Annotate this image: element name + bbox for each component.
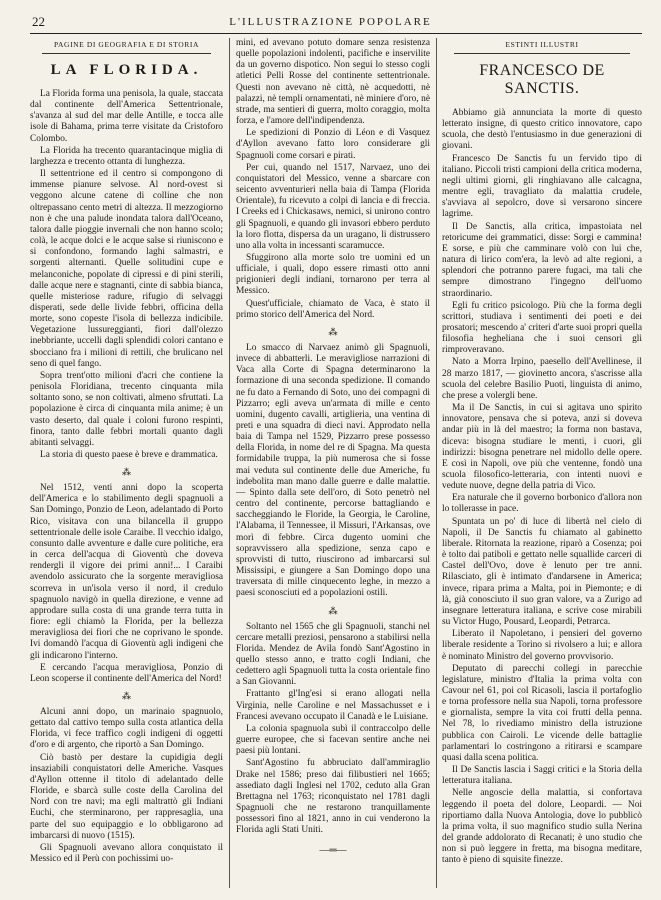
paragraph: E cercando l'acqua meravigliosa, Ponzio di Leon scoperse il continente dell'America del Nord! [30,662,223,684]
end-ornament: —═— [319,845,347,857]
article-title: FRANCESCO DE SANCTIS. [479,62,605,97]
column-divider [436,38,437,888]
paragraph: Deputato di parecchi collegi in parecchie legislature, ministro d'Italia la prima volta con Cavour nel 61, poi col Ricasoli, lascia il portafoglio e torna professore nella sua Napoli, torna professore e giornalista, sempre la vita coi frutti della penna. Nel 78, lo rivediamo ministro della istruzione pubblica con Cairoli. Le vicende delle battaglie parlamentari lo costringono a ritirarsi e scampare quasi dalla scena politica. [442,663,642,763]
paragraph: Il settentrione ed il centro si compongono di immense pianure selvose. Al nord-ovest si veggono alcune catene di colline che non oltrepassano cento metri di altezza. Il mezzogiorno non è che una palude inondata talora dall'Oceano, talora dalle pioggie invernali che non hanno scolo; colà, le acque dolci e le acque salse si riuniscono e si confondono, formando laghi salmastri, e sorgenti alternanti. Quelle solitudini cupe e melanconiche, popolate di cipressi e di pini sterili, dalle acque nere e stagnanti, cinte di sabbia bianca, quelle misteriose radure, rifugio di selvaggi disperati, sede delle livide febbri, officina della morte, sono copeste l'isola di bellezza indicibile. Vegetazione lussureggianti, fiori dall'olezzo inebbriante, uccelli dagli splendidi colori cantano e sbocciano fra i milioni di rettili, che brulicano nel seno di quel fango. [30,169,223,369]
paragraph: Le spedizioni di Ponzio di Léon e di Vasquez d'Ayllon avevano fatto loro considerare gli Spagnuoli come corsari e pirati. [236,128,430,161]
paragraph: Ciò bastò per destare la cupidigia degli insaziabili conquistatori delle Americhe. Vasques d'Ayllon ottenne il titolo di adelantado delle Floride, e sbarcà sulle coste della Carolina del Nord con tre navi; ma egli maltrattò gli Indiani Euchi, che sterminarono, per rappresaglia, una parte del suo equipaggio e lo obbligarono ad imbarcarsi di nuovo (1515). [30,752,223,841]
magazine-title: L'ILLUSTRAZIONE POPOLARE [229,16,432,28]
section-rubric: ESTINTI ILLUSTRI [505,40,579,49]
paragraph: Ma il De Sanctis, in cui si agitava uno spirito innovatore, pensava che si poteva, anzi si doveva andar più in là del maestro; la forma non bastava, diceva: bisogna studiare le menti, i cuori, gli indirizzi: bisogna penetrare nel midollo delle opere. E così in Napoli, ove più che ventenne, fondò una scuola filosofico-letteraria, con intenti nuovi e vedute nuove, degne della patria di Vico. [442,403,642,492]
paragraph: Gli Spagnuoli avevano allora conquistato il Messico ed il Perù con pochissimi uo- [30,842,223,864]
column-florida [30,38,223,888]
rubric-rule [454,53,630,54]
header-rule [30,33,642,34]
paragraph: Nel 1512, venti anni dopo la scoperta dell'America e lo stabilimento degli spagnuoli a San Domingo, Ponzio de Leon, adelantado di Porto Rico, visitava con una bilancella il gruppo settentrionale delle isole Caraibe. Il vecchio idalgo, consunto dalle avventure e dalle cure politiche, era in cerca dell'acqua di Gioventù che doveva rendergli il vigore dei primi anni!... I Caraibi avendolo assicurato che la sorgente meravigliosa scorreva in un'isola verso il nord, il credulo spagnuolo navigò in quella direzione, e venne ad approdare sulla costa di una grande terra tutta in fiore: egli chiamò la Florida, per la bellezza meravigliosa dei fiori che ne coprivano le sponde. Ivi domandò l'acqua di Gioventù agli indigeni che gli indicarono l'interno. [30,483,223,661]
article-title: LA FLORIDA. [50,62,203,78]
paragraph: Sopra trent'otto milioni d'acri che contiene la penisola Floridiana, trecento cinquanta mila soltanto sono, se non coltivati, almeno sfruttati. La popolazione è circa di cinquanta mila anime; è un vasto deserto, dal quale i coloni furono respinti, finora, tanto dalle febbri mortali quanto dagli abitanti selvaggi. [30,370,223,448]
paragraph: Nato a Morra Irpino, paesello dell'Avellinese, il 28 marzo 1817, — giovinetto ancora, s'ascrisse alla scuola del celebre Basilio Puoti, linguista di animo, che prese a volergli bene. [442,357,642,401]
paragraph: Sant'Agostino fu abbruciato dall'ammiraglio Drake nel 1586; preso dai filibustieri nel 1665; assediato dagli Inglesi nel 1702, ceduto alla Gran Brettagna nel 1763; riconquistato nel 1781 dagli Spagnuoli che ne restarono tranquillamente possessori fino al 1821, anno in cui venderono la Florida agli Stati Uniti. [236,758,430,836]
paragraph: Alcuni anni dopo, un marinaio spagnuolo, gettato dal cattivo tempo sulla costa atlantica della Florida, vi fece traffico cogli indigeni di oggetti d'oro e di argento, che riportò a San Domingo. [30,706,223,751]
page-header [0,14,661,30]
paragraph: Quest'ufficiale, chiamato de Vaca, è stato il primo storico dell'America del Nord. [236,298,430,320]
paragraph: Il De Sanctis lascia i Saggi critici e la Storia della letteratura italiana. [442,765,642,787]
paragraph: Soltanto nel 1565 che gli Spagnuoli, stanchi nel cercare metalli preziosi, pensarono a stabilirsi nella Florida. Mendez de Avila fondò Sant'Agostino in quello stesso anno, e tratto cogli Indiani, che cedettero agli Spagnuoli tutta la costa orientale fino a San Giovanni. [236,621,430,688]
paragraph: Spuntata un po' di luce di libertà nel cielo di Napoli, il De Sanctis fu chiamato al gabinetto liberale. Ritornata la reazione, riparò a Cosenza; poi è tolto dai patiboli e gettato nelle squallide carceri di Castel dell'Ovo, dove è lenuto per tre anni. Rilasciato, gli è intimato d'andarsene in America; invece, ripara prima a Malta, poi in Piemonte; e di là, già conosciuto il suo gran valore, va a Zurigo ad insegnare letteratura italiana, e scrive cose mirabili su Victor Hugo, Pousard, Leopardi, Petrarca. [442,516,642,628]
paragraph: Abbiamo già annunciata la morte di questo letterato insigne, di questo critico innovatore, capo scuola, che destò l'entusiasmo in due generazioni di giovani. [442,108,642,152]
paragraph: Nelle angoscie della malattia, si confortava leggendo il poeta del dolore, Leopardi. — Noi riportiamo dalla Nuova Antologia, dove lo pubblicò la prima volta, il suo magnifico studio sulla Nerina del grande addolorato di Recanati; è uno studio che non si può leggere in fretta, ma bisogna meditare, tanto è pieno di squisite finezze. [442,788,642,866]
section-separator: ⁂ [328,605,338,616]
section-separator: ⁂ [122,690,131,701]
paragraph: Era naturale che il governo borbonico d'allora non lo tollerasse in pace. [442,493,642,515]
column-divider [229,38,230,888]
rubric-rule [42,53,211,54]
paragraph: Frattanto gl'Ing'esi si erano allogati nella Virginia, nelle Caroline e nel Massachusset e i Francesi avevano occupato il Canadà e le Luisiane. [236,689,430,722]
section-separator: ⁂ [328,326,338,337]
paragraph: Il De Sanctis, alla critica, impastoiata nel retoricume dei grammatici, disse: Sorgi e cammina! E sorse, e più che camminare volò con lui che, natura di lirico com'era, la levò ad alte regioni, a splendori che potranno parere fugaci, ma tali che sempre dimostrano l'ingegno dell'uomo straordinario. [442,221,642,299]
paragraph: Per cui, quando nel 1517, Narvaez, uno dei conquistatori del Messico, venne a sbarcare con seicento avventurieri nella baia di Tampa (Florida Orientale), fu ricevuto a colpi di lancia e di freccia. I Creeks ed i Chickasaws, nemici, si unirono contro gli Spagnuoli, e quando gli invasori ebbero perduto la loro flotta, dispersa da un uragano, li distrussero uno alla volta in incessanti scaramucce. [236,162,430,251]
column-florida-continued [236,38,430,888]
paragraph: Liberato il Napoletano, i pensieri del governo liberale residente a Torino si rivolsero a lui; e allora è nominato Ministro del governo provvisorio. [442,629,642,662]
paragraph: Sfuggirono alla morte solo tre uomini ed un ufficiale, i quali, dopo essere rimasti otto anni prigionieri degli indiani, tornarono per terra al Messico. [236,252,430,297]
paragraph: La Florida ha trecento quarantacinque miglia di larghezza e trecento ottanta di lunghezza. [30,145,223,167]
page-number: 22 [32,14,45,29]
paragraph: Lo smacco di Narvaez animò gli Spagnuoli, invece di abbatterli. Le meravigliose narrazioni di Vaca alla Corte di Spagna determinarono la formazione di una seconda spedizione. Il comando ne fu dato a Fernando di Soto, uno dei compagni di Pizzarro; egli aveva un'armata di mille e cento uomini, dugento cavalli, artiglieria, una ventina di preti e una squadra di dieci navi. Approdato nella baia di Tampa nel 1529, Pizzarro prese possesso della Florida, in nome del re di Spagna. Ma questa formidabile truppa, la più numerosa che si fosse mai veduta sul continente delle due Americhe, fu indebolita man mano dalle guerre e dalle malattie. — Spinto dalla sete dell'oro, di Soto penetrò nel centro del continente, percorse battagliando e saccheggiando le Floride, la Georgia, le Caroline, l'Alabama, il Tennessee, il Missuri, l'Arkansas, ove morì di febbre. Circa dugento uomini che sopravvissero alla spedizione, senza capo e sprovvisti di tutto, riuscirono ad imbarcarsi sul Mississipi, e giungere a San Domingo dopo una traversata di mille cinquecento leghe, in mezzo a paesi sconosciuti ed a popolazioni ostili. [236,342,430,599]
paragraph: La colonia spagnuola subì il contraccolpo delle guerre europee, che si facevan sentire anche nei paesi più lontani. [236,723,430,757]
column-de-sanctis [442,38,642,888]
paragraph: Francesco De Sanctis fu un fervido tipo di italiano. Piccoli tristi campioni della critica moderna, negli ultimi giorni, gli ringhiavano alle calcagna, mentre egli, travagliato da malattia crudele, s'avviava al sepolcro, dove si versarono sincere lagrime. [442,153,642,220]
section-separator: ⁂ [122,467,131,478]
section-rubric: PAGINE DI GEOGRAFIA E DI STORIA [53,40,200,49]
paragraph: mini, ed avevano potuto domare senza resistenza quelle popolazioni indolenti, pacifiche e inservilite da un governo dispotico. Non segui lo stesso cogli atletici Pelli Rosse del continente settentrionale. Questi non avevano nè città, nè acquedotti, nè palazzi, nè templi ornamentati, nè miniere d'oro, nè strade, ma sentieri di guerra, molto coraggio, molta forza, e l'amore dell'indipendenza. [236,38,430,127]
paragraph: La storia di questo paese è breve e drammatica. [40,450,218,460]
paragraph: Egli fu critico psicologo. Più che la forma degli scrittori, studiava i sentimenti dei poeti e dei prosatori; mescendo a' criteri d'arte suoi propri quella filosofia hegheliana che i suoi censori gli rimproveravano. [442,300,642,356]
paragraph: La Florida forma una penisola, la quale, staccata dal continente dell'America Settentrionale, s'avanza al sud del mar delle Antille, e tocca alle isole di Bahama, prima terre visitate da Cristoforo Colombo. [30,89,223,144]
